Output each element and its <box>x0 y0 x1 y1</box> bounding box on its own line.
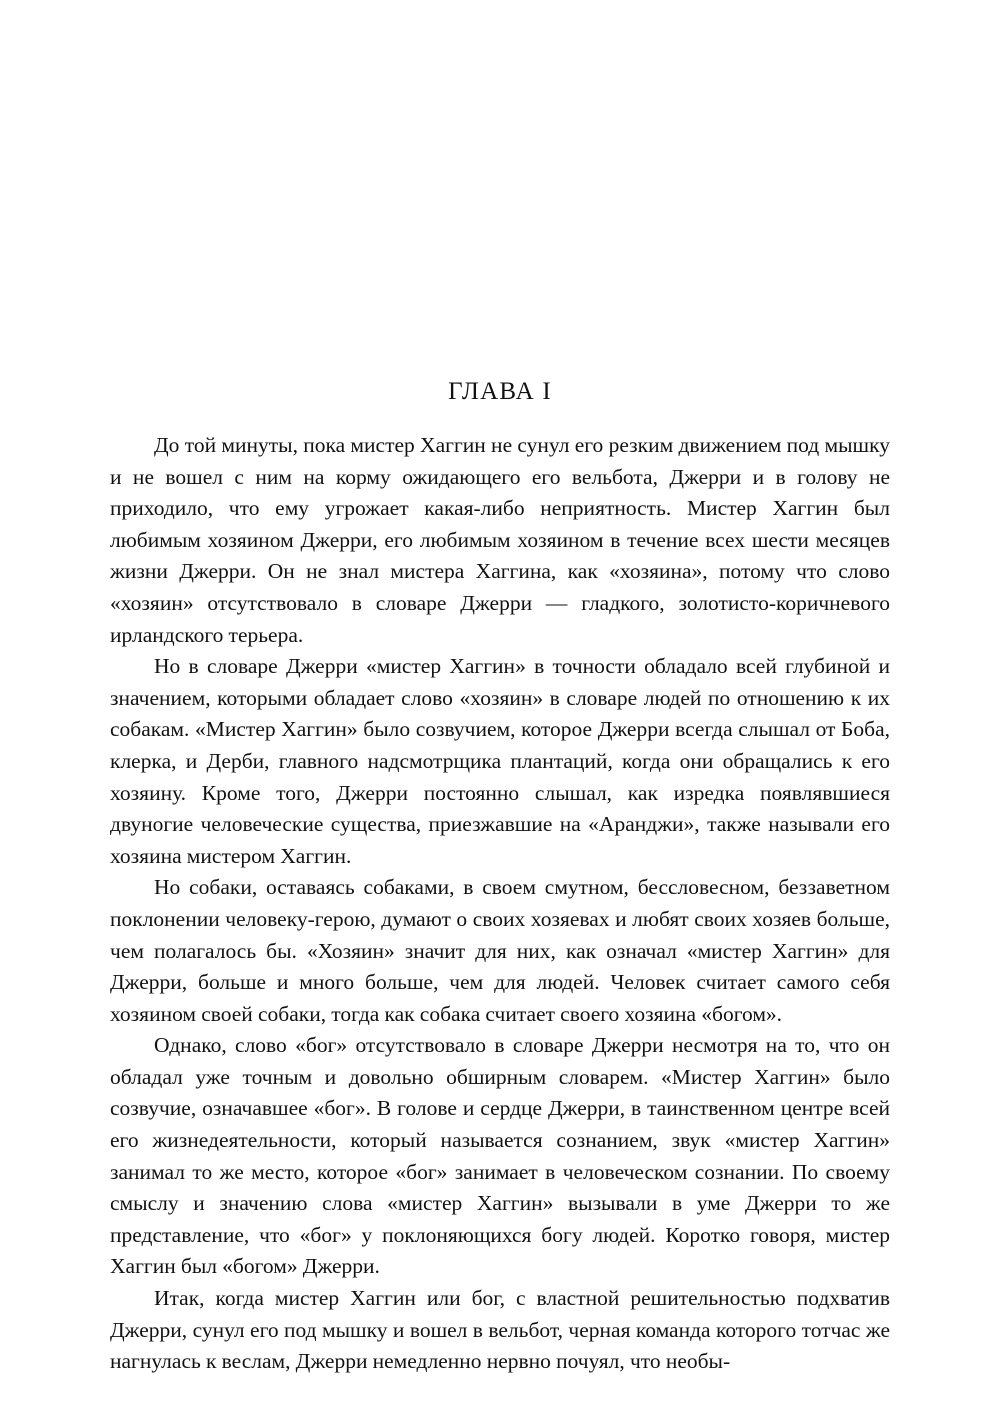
paragraph: Однако, слово «бог» отсутствовало в словаре Джерри несмотря на то, что он обладал уже точным и довольно обширным словарем. «Мистер Хаггин» было созвучие, означавшее «бог». В голове и сердце Джерри, в таинственном центре всей его жизнедеятельности, который называется сознанием, звук «мистер Хаггин» занимал то же место, которое «бог» занимает в человеческом сознании. По своему смыслу и значению слова «мистер Хаггин» вызывали в уме Джерри то же представление, что «бог» у поклоняющихся богу людей. Коротко говоря, мистер Хаггин был «богом» Джерри. <box>110 1033 890 1279</box>
page-content <box>110 378 890 1378</box>
body-text <box>110 430 890 1378</box>
paragraph: Итак, когда мистер Хаггин или бог, с властной решительностью подхватив Джерри, сунул его под мышку и вошел в вельбот, черная команда которого тотчас же нагнулась к веслам, Джерри немедленно нервно почуял, что необы- <box>110 1286 890 1374</box>
paragraph: До той минуты, пока мистер Хаггин не сунул его резким движением под мышку и не вошел с ним на корму ожидающего его вельбота, Джерри и в голову не приходило, что ему угрожает какая-либо неприятность. Мистер Хаггин был любимым хозяином Джерри, его любимым хозяином в течение всех шести месяцев жизни Джерри. Он не знал мистера Хаггина, как «хозяина», потому что слово «хозяин» отсутствовало в словаре Джерри — гладкого, золотисто-коричневого ирландского терьера. <box>110 433 890 647</box>
paragraph: Но собаки, оставаясь собаками, в своем смутном, бессловесном, беззаветном поклонении человеку-герою, думают о своих хозяевах и любят своих хозяев больше, чем полагалось бы. «Хозяин» значит для них, как означал «мистер Хаггин» для Джерри, больше и много больше, чем для людей. Человек считает самого себя хозяином своей собаки, тогда как собака считает своего хозяина «богом». <box>110 875 890 1026</box>
chapter-title: ГЛАВА I <box>448 378 552 405</box>
paragraph: Но в словаре Джерри «мистер Хаггин» в точности обладало всей глубиной и значением, которыми обладает слово «хозяин» в словаре людей по отношению к их собакам. «Мистер Хаггин» было созвучием, которое Джерри всегда слышал от Боба, клерка, и Дерби, главного надсмотрщика плантаций, когда они обращались к его хозяину. Кроме того, Джерри постоянно слышал, как изредка появлявшиеся двуногие человеческие существа, приезжавшие на «Аранджи», также называли его хозяина мистером Хаггин. <box>110 654 890 868</box>
